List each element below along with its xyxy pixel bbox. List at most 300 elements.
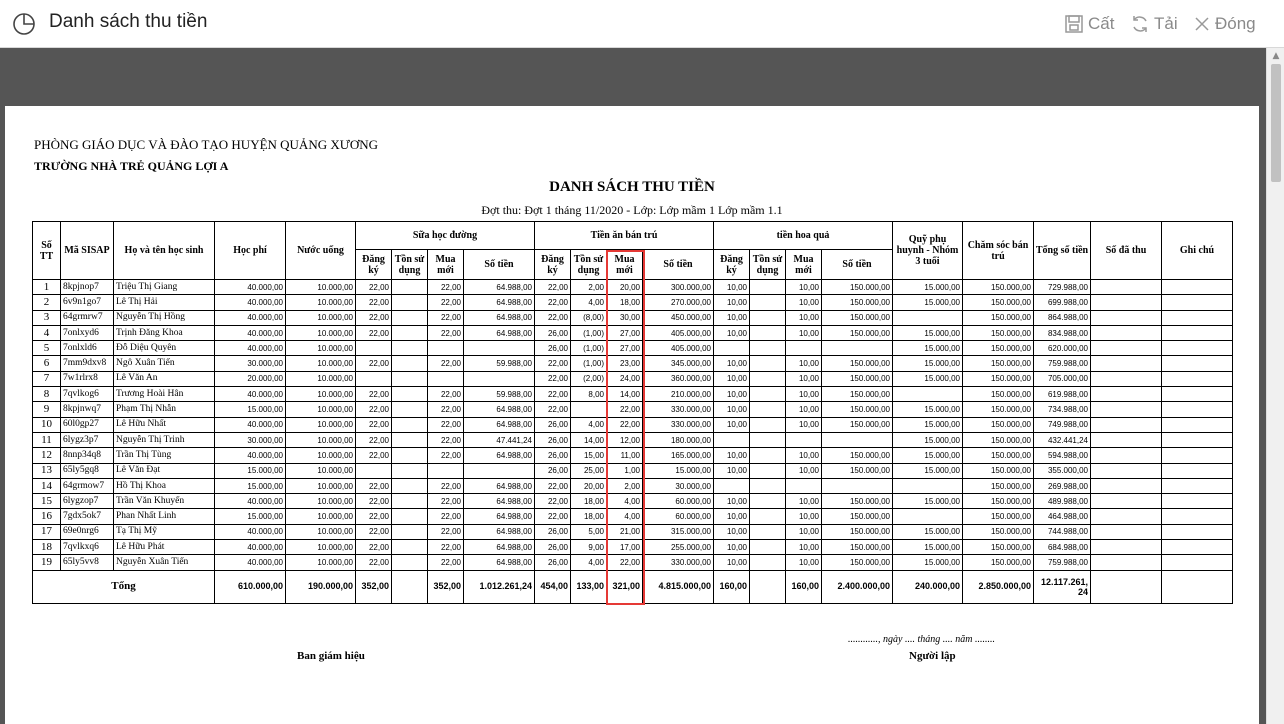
table-cell bbox=[464, 371, 535, 386]
table-cell: 64.988,00 bbox=[464, 325, 535, 340]
table-cell: 699.988,00 bbox=[1034, 295, 1091, 310]
table-cell: 15 bbox=[33, 494, 61, 509]
table-cell: 330.000,00 bbox=[643, 402, 714, 417]
table-cell bbox=[750, 417, 786, 432]
table-cell bbox=[750, 387, 786, 402]
table-cell: 150.000,00 bbox=[963, 280, 1034, 295]
total-cell bbox=[392, 570, 428, 603]
table-cell: 10.000,00 bbox=[286, 280, 356, 295]
table-cell bbox=[392, 417, 428, 432]
table-row bbox=[33, 478, 1233, 493]
table-cell: 64.988,00 bbox=[464, 417, 535, 432]
table-cell: 30.000,00 bbox=[215, 356, 286, 371]
table-row bbox=[33, 371, 1233, 386]
vertical-scrollbar[interactable] bbox=[1266, 48, 1284, 724]
table-cell: (1,00) bbox=[571, 325, 607, 340]
table-cell: Trịnh Đăng Khoa bbox=[114, 325, 215, 340]
table-cell: 7mm9dxv8 bbox=[61, 356, 114, 371]
table-cell bbox=[786, 341, 822, 356]
table-cell: 405.000,00 bbox=[643, 325, 714, 340]
col-tuition: Học phí bbox=[215, 222, 286, 280]
table-cell: 22,00 bbox=[356, 432, 392, 447]
table-cell: 22,00 bbox=[607, 402, 643, 417]
table-cell: 150.000,00 bbox=[963, 478, 1034, 493]
table-cell: Trần Văn Khuyến bbox=[114, 494, 215, 509]
table-cell: 300.000,00 bbox=[643, 280, 714, 295]
table-cell: 9 bbox=[33, 402, 61, 417]
total-cell: 160,00 bbox=[786, 570, 822, 603]
table-cell bbox=[1091, 432, 1162, 447]
table-cell: 705.000,00 bbox=[1034, 371, 1091, 386]
table-cell: 10.000,00 bbox=[286, 371, 356, 386]
total-cell: 1.012.261,24 bbox=[464, 570, 535, 603]
table-cell: 9,00 bbox=[571, 540, 607, 555]
table-cell: 30,00 bbox=[607, 310, 643, 325]
total-row bbox=[33, 570, 1233, 603]
signature-left: Ban giám hiệu bbox=[297, 650, 365, 662]
table-cell: 16 bbox=[33, 509, 61, 524]
table-cell bbox=[1091, 356, 1162, 371]
table-cell bbox=[1091, 417, 1162, 432]
table-cell: 15.000,00 bbox=[893, 432, 963, 447]
table-cell: 64.988,00 bbox=[464, 295, 535, 310]
table-cell: 10.000,00 bbox=[286, 341, 356, 356]
table-cell bbox=[1162, 509, 1233, 524]
table-cell: 150.000,00 bbox=[822, 524, 893, 539]
col-fruit-group: tiền hoa quả bbox=[714, 222, 893, 250]
table-cell: 22,00 bbox=[356, 356, 392, 371]
table-cell: 8 bbox=[33, 387, 61, 402]
table-cell bbox=[1091, 509, 1162, 524]
table-cell: 40.000,00 bbox=[215, 310, 286, 325]
table-cell bbox=[750, 356, 786, 371]
table-row bbox=[33, 310, 1233, 325]
table-cell: 15.000,00 bbox=[893, 524, 963, 539]
table-cell: 47.441,24 bbox=[464, 432, 535, 447]
table-cell: 22,00 bbox=[356, 524, 392, 539]
table-cell: 450.000,00 bbox=[643, 310, 714, 325]
table-cell: 64grmow7 bbox=[61, 478, 114, 493]
table-cell: Ngô Xuân Tiến bbox=[114, 356, 215, 371]
total-cell: 610.000,00 bbox=[215, 570, 286, 603]
table-cell: 10.000,00 bbox=[286, 463, 356, 478]
table-cell: 15.000,00 bbox=[893, 448, 963, 463]
table-cell: Phạm Thị Nhẫn bbox=[114, 402, 215, 417]
table-cell: 22,00 bbox=[356, 387, 392, 402]
table-cell: 26,00 bbox=[535, 555, 571, 570]
table-cell: 10,00 bbox=[786, 540, 822, 555]
table-cell: 10,00 bbox=[786, 463, 822, 478]
save-label: Cất bbox=[1088, 14, 1115, 33]
table-cell: 10.000,00 bbox=[286, 540, 356, 555]
table-cell bbox=[1091, 478, 1162, 493]
table-cell: 10,00 bbox=[714, 524, 750, 539]
table-cell: 1,00 bbox=[607, 463, 643, 478]
table-cell: 10,00 bbox=[714, 325, 750, 340]
table-cell: 22,00 bbox=[428, 310, 464, 325]
table-cell: 18 bbox=[33, 540, 61, 555]
table-cell: 6lygz3p7 bbox=[61, 432, 114, 447]
table-cell: 10.000,00 bbox=[286, 295, 356, 310]
school-name: TRƯỜNG NHÀ TRẺ QUẢNG LỢI A bbox=[34, 159, 229, 173]
table-cell: 15.000,00 bbox=[893, 341, 963, 356]
table-cell bbox=[1091, 310, 1162, 325]
table-cell bbox=[893, 478, 963, 493]
total-cell: 352,00 bbox=[356, 570, 392, 603]
col-sisap: Mã SISAP bbox=[61, 222, 114, 280]
table-cell: 150.000,00 bbox=[822, 356, 893, 371]
table-cell: 10.000,00 bbox=[286, 417, 356, 432]
table-cell: 10,00 bbox=[714, 555, 750, 570]
close-button[interactable] bbox=[1193, 12, 1256, 36]
table-cell: 40.000,00 bbox=[215, 540, 286, 555]
table-cell: 14,00 bbox=[607, 387, 643, 402]
table-row bbox=[33, 341, 1233, 356]
table-cell: 22,00 bbox=[535, 295, 571, 310]
total-cell bbox=[1162, 570, 1233, 603]
table-cell: 19 bbox=[33, 555, 61, 570]
table-cell bbox=[571, 402, 607, 417]
total-cell: 352,00 bbox=[428, 570, 464, 603]
table-cell: 15.000,00 bbox=[215, 402, 286, 417]
table-cell: 64.988,00 bbox=[464, 555, 535, 570]
table-cell: 40.000,00 bbox=[215, 524, 286, 539]
table-cell: 12,00 bbox=[607, 432, 643, 447]
viewer-toolbar-area bbox=[0, 48, 1266, 106]
table-row bbox=[33, 387, 1233, 402]
table-cell bbox=[1091, 295, 1162, 310]
table-cell: Lê Văn Đạt bbox=[114, 463, 215, 478]
table-cell: 150.000,00 bbox=[963, 310, 1034, 325]
table-cell: 150.000,00 bbox=[822, 310, 893, 325]
table-cell: Lê Văn An bbox=[114, 371, 215, 386]
table-cell: 22,00 bbox=[535, 280, 571, 295]
total-cell: 133,00 bbox=[571, 570, 607, 603]
table-row bbox=[33, 463, 1233, 478]
table-cell bbox=[392, 387, 428, 402]
table-cell: 22,00 bbox=[428, 295, 464, 310]
close-icon bbox=[1193, 15, 1211, 33]
table-cell: 7onlxyd6 bbox=[61, 325, 114, 340]
col-stt: Số TT bbox=[33, 222, 61, 280]
table-cell: 11,00 bbox=[607, 448, 643, 463]
table-cell: 150.000,00 bbox=[963, 417, 1034, 432]
table-cell: 64.988,00 bbox=[464, 524, 535, 539]
table-cell: 22,00 bbox=[428, 524, 464, 539]
table-cell: 150.000,00 bbox=[963, 371, 1034, 386]
table-cell: 10.000,00 bbox=[286, 524, 356, 539]
save-button[interactable] bbox=[1064, 12, 1114, 36]
table-cell: 40.000,00 bbox=[215, 295, 286, 310]
table-cell: 15.000,00 bbox=[893, 463, 963, 478]
table-cell bbox=[1162, 540, 1233, 555]
table-cell: 27,00 bbox=[607, 325, 643, 340]
table-cell: 150.000,00 bbox=[822, 448, 893, 463]
table-cell: 22,00 bbox=[428, 280, 464, 295]
table-cell bbox=[750, 509, 786, 524]
table-cell: 22,00 bbox=[428, 478, 464, 493]
table-cell: 22,00 bbox=[428, 402, 464, 417]
table-cell: 10.000,00 bbox=[286, 555, 356, 570]
table-cell: 26,00 bbox=[535, 448, 571, 463]
table-cell: 15.000,00 bbox=[893, 295, 963, 310]
table-cell: 12 bbox=[33, 448, 61, 463]
table-cell bbox=[1091, 387, 1162, 402]
table-cell: 22,00 bbox=[535, 494, 571, 509]
table-cell: 7gdx5ok7 bbox=[61, 509, 114, 524]
table-cell: 150.000,00 bbox=[822, 417, 893, 432]
table-cell bbox=[750, 463, 786, 478]
table-row bbox=[33, 356, 1233, 371]
table-cell: 22,00 bbox=[428, 387, 464, 402]
table-cell: 4,00 bbox=[571, 295, 607, 310]
table-cell bbox=[893, 310, 963, 325]
fruit-remaining: Tồn sử dụng bbox=[750, 250, 786, 280]
report-viewer bbox=[0, 106, 1266, 724]
table-cell bbox=[1091, 555, 1162, 570]
table-cell: 150.000,00 bbox=[963, 295, 1034, 310]
table-row bbox=[33, 325, 1233, 340]
table-cell: 30.000,00 bbox=[643, 478, 714, 493]
table-cell: 2,00 bbox=[607, 478, 643, 493]
table-cell bbox=[392, 295, 428, 310]
table-cell: (2,00) bbox=[571, 371, 607, 386]
table-cell: 22,00 bbox=[535, 310, 571, 325]
table-cell: 60l0gp27 bbox=[61, 417, 114, 432]
table-cell: 15,00 bbox=[571, 448, 607, 463]
table-cell: 10,00 bbox=[714, 387, 750, 402]
table-cell bbox=[714, 341, 750, 356]
table-cell bbox=[750, 325, 786, 340]
table-cell bbox=[822, 341, 893, 356]
table-cell bbox=[1091, 280, 1162, 295]
table-cell: 315.000,00 bbox=[643, 524, 714, 539]
table-cell: 5,00 bbox=[571, 524, 607, 539]
title-bar bbox=[0, 0, 1284, 48]
table-cell bbox=[1162, 295, 1233, 310]
pie-chart-icon bbox=[12, 12, 36, 36]
table-cell: 65ly5gq8 bbox=[61, 463, 114, 478]
table-cell: 6 bbox=[33, 356, 61, 371]
table-cell: 10,00 bbox=[786, 555, 822, 570]
table-cell bbox=[392, 509, 428, 524]
table-cell: 11 bbox=[33, 432, 61, 447]
scroll-thumb[interactable] bbox=[1271, 64, 1281, 182]
table-cell: 270.000,00 bbox=[643, 295, 714, 310]
table-cell bbox=[392, 341, 428, 356]
table-cell: 10,00 bbox=[786, 387, 822, 402]
table-cell: 40.000,00 bbox=[215, 325, 286, 340]
table-cell: 22,00 bbox=[428, 555, 464, 570]
fruit-new-buy: Mua mới bbox=[786, 250, 822, 280]
total-cell bbox=[1091, 570, 1162, 603]
table-cell: 360.000,00 bbox=[643, 371, 714, 386]
close-label: Đóng bbox=[1215, 14, 1256, 33]
table-cell: 8nnp34q8 bbox=[61, 448, 114, 463]
table-row bbox=[33, 280, 1233, 295]
table-cell bbox=[750, 310, 786, 325]
table-cell: 15.000,00 bbox=[893, 280, 963, 295]
table-cell bbox=[750, 555, 786, 570]
table-cell: 20,00 bbox=[607, 280, 643, 295]
table-cell: 150.000,00 bbox=[963, 463, 1034, 478]
table-cell: 10,00 bbox=[714, 463, 750, 478]
table-cell: 22,00 bbox=[356, 540, 392, 555]
table-cell: 330.000,00 bbox=[643, 417, 714, 432]
scroll-up-arrow-icon[interactable]: ▲ bbox=[1272, 51, 1280, 61]
table-cell: 22,00 bbox=[535, 402, 571, 417]
table-cell: 150.000,00 bbox=[963, 540, 1034, 555]
total-cell: 2.850.000,00 bbox=[963, 570, 1034, 603]
table-cell: 150.000,00 bbox=[963, 432, 1034, 447]
table-cell bbox=[392, 540, 428, 555]
table-cell: 23,00 bbox=[607, 356, 643, 371]
table-cell: 269.988,00 bbox=[1034, 478, 1091, 493]
table-cell: 150.000,00 bbox=[963, 387, 1034, 402]
refresh-icon bbox=[1130, 14, 1150, 34]
table-cell: 10,00 bbox=[786, 417, 822, 432]
table-cell: 150.000,00 bbox=[822, 280, 893, 295]
table-cell: 26,00 bbox=[535, 341, 571, 356]
table-cell: 64.988,00 bbox=[464, 494, 535, 509]
table-cell: 150.000,00 bbox=[963, 509, 1034, 524]
table-cell: 65ly5vv8 bbox=[61, 555, 114, 570]
table-cell: 15.000,00 bbox=[893, 325, 963, 340]
reload-button[interactable] bbox=[1130, 12, 1178, 36]
table-cell: 8kpjnop7 bbox=[61, 280, 114, 295]
table-cell: 22,00 bbox=[535, 387, 571, 402]
table-cell bbox=[1162, 310, 1233, 325]
fruit-registered: Đăng ký bbox=[714, 250, 750, 280]
table-cell bbox=[1162, 432, 1233, 447]
table-cell: 10,00 bbox=[786, 310, 822, 325]
table-cell: 20.000,00 bbox=[215, 371, 286, 386]
table-cell: 22,00 bbox=[356, 494, 392, 509]
table-cell: 10,00 bbox=[786, 325, 822, 340]
table-row bbox=[33, 540, 1233, 555]
table-cell: 59.988,00 bbox=[464, 356, 535, 371]
table-cell: 10,00 bbox=[714, 417, 750, 432]
col-note: Ghi chú bbox=[1162, 222, 1233, 280]
table-cell bbox=[786, 432, 822, 447]
table-cell: 22,00 bbox=[428, 448, 464, 463]
table-cell bbox=[428, 463, 464, 478]
table-cell: 22,00 bbox=[428, 509, 464, 524]
table-cell: 64grmrw7 bbox=[61, 310, 114, 325]
table-cell: Phan Nhất Linh bbox=[114, 509, 215, 524]
milk-amount: Số tiền bbox=[464, 250, 535, 280]
table-cell: 345.000,00 bbox=[643, 356, 714, 371]
table-cell: 26,00 bbox=[535, 463, 571, 478]
table-cell bbox=[893, 387, 963, 402]
table-cell bbox=[1091, 325, 1162, 340]
table-cell: (8,00) bbox=[571, 310, 607, 325]
table-cell: 18,00 bbox=[607, 295, 643, 310]
table-cell: 4,00 bbox=[607, 494, 643, 509]
table-cell: 26,00 bbox=[535, 417, 571, 432]
table-cell: 18,00 bbox=[571, 509, 607, 524]
table-cell bbox=[392, 310, 428, 325]
table-cell: 620.000,00 bbox=[1034, 341, 1091, 356]
table-cell bbox=[392, 448, 428, 463]
report-title: DANH SÁCH THU TIỀN bbox=[549, 179, 715, 195]
total-cell: 12.117.261,24 bbox=[1034, 570, 1091, 603]
table-cell: 10,00 bbox=[714, 509, 750, 524]
table-cell: 489.988,00 bbox=[1034, 494, 1091, 509]
table-cell: 8kpjnwq7 bbox=[61, 402, 114, 417]
total-cell: 454,00 bbox=[535, 570, 571, 603]
table-cell: 60.000,00 bbox=[643, 509, 714, 524]
table-cell bbox=[1162, 478, 1233, 493]
table-cell: 150.000,00 bbox=[963, 448, 1034, 463]
table-cell bbox=[464, 341, 535, 356]
col-total-amount: Tổng số tiền bbox=[1034, 222, 1091, 280]
table-cell: 619.988,00 bbox=[1034, 387, 1091, 402]
table-cell: Lê Hữu Nhất bbox=[114, 417, 215, 432]
table-cell: 13 bbox=[33, 463, 61, 478]
table-cell: 22,00 bbox=[535, 509, 571, 524]
table-cell: 15.000,00 bbox=[893, 494, 963, 509]
table-cell bbox=[1162, 356, 1233, 371]
table-cell: 150.000,00 bbox=[822, 387, 893, 402]
table-cell: 25,00 bbox=[571, 463, 607, 478]
table-cell: 10,00 bbox=[786, 280, 822, 295]
report-subtitle: Đợt thu: Đợt 1 tháng 11/2020 - Lớp: Lớp mầm 1 Lớp mầm 1.1 bbox=[481, 203, 783, 217]
table-cell bbox=[786, 478, 822, 493]
table-cell bbox=[750, 448, 786, 463]
table-cell: 180.000,00 bbox=[643, 432, 714, 447]
table-cell bbox=[1162, 325, 1233, 340]
table-cell: 150.000,00 bbox=[822, 325, 893, 340]
table-cell bbox=[1162, 341, 1233, 356]
table-cell: 64.988,00 bbox=[464, 478, 535, 493]
table-cell: 10,00 bbox=[786, 295, 822, 310]
col-boarding-care: Chăm sóc bán trú bbox=[963, 222, 1034, 280]
table-cell: 59.988,00 bbox=[464, 387, 535, 402]
table-cell bbox=[1162, 402, 1233, 417]
table-cell: 64.988,00 bbox=[464, 448, 535, 463]
table-cell bbox=[1162, 417, 1233, 432]
table-cell: 7w1rlrx8 bbox=[61, 371, 114, 386]
table-row bbox=[33, 448, 1233, 463]
table-cell bbox=[750, 371, 786, 386]
table-row bbox=[33, 524, 1233, 539]
total-cell: 4.815.000,00 bbox=[643, 570, 714, 603]
table-cell: 22,00 bbox=[356, 417, 392, 432]
window-title: Danh sách thu tiền bbox=[49, 11, 208, 32]
table-cell bbox=[714, 478, 750, 493]
table-cell: 7onlxld6 bbox=[61, 341, 114, 356]
total-cell: 240.000,00 bbox=[893, 570, 963, 603]
table-cell: 15.000,00 bbox=[893, 371, 963, 386]
reload-label: Tải bbox=[1154, 14, 1178, 33]
table-cell: 355.000,00 bbox=[1034, 463, 1091, 478]
table-cell: 7qvlkxq6 bbox=[61, 540, 114, 555]
table-cell: 759.988,00 bbox=[1034, 356, 1091, 371]
table-cell: 18,00 bbox=[571, 494, 607, 509]
table-cell: 15.000,00 bbox=[215, 478, 286, 493]
table-cell: 165.000,00 bbox=[643, 448, 714, 463]
table-cell: 40.000,00 bbox=[215, 280, 286, 295]
table-cell: 1 bbox=[33, 280, 61, 295]
table-cell bbox=[750, 524, 786, 539]
table-cell: 10,00 bbox=[714, 494, 750, 509]
table-cell: 10,00 bbox=[714, 448, 750, 463]
total-cell: 2.400.000,00 bbox=[822, 570, 893, 603]
table-cell: 40.000,00 bbox=[215, 555, 286, 570]
table-cell bbox=[714, 432, 750, 447]
table-cell bbox=[1091, 371, 1162, 386]
